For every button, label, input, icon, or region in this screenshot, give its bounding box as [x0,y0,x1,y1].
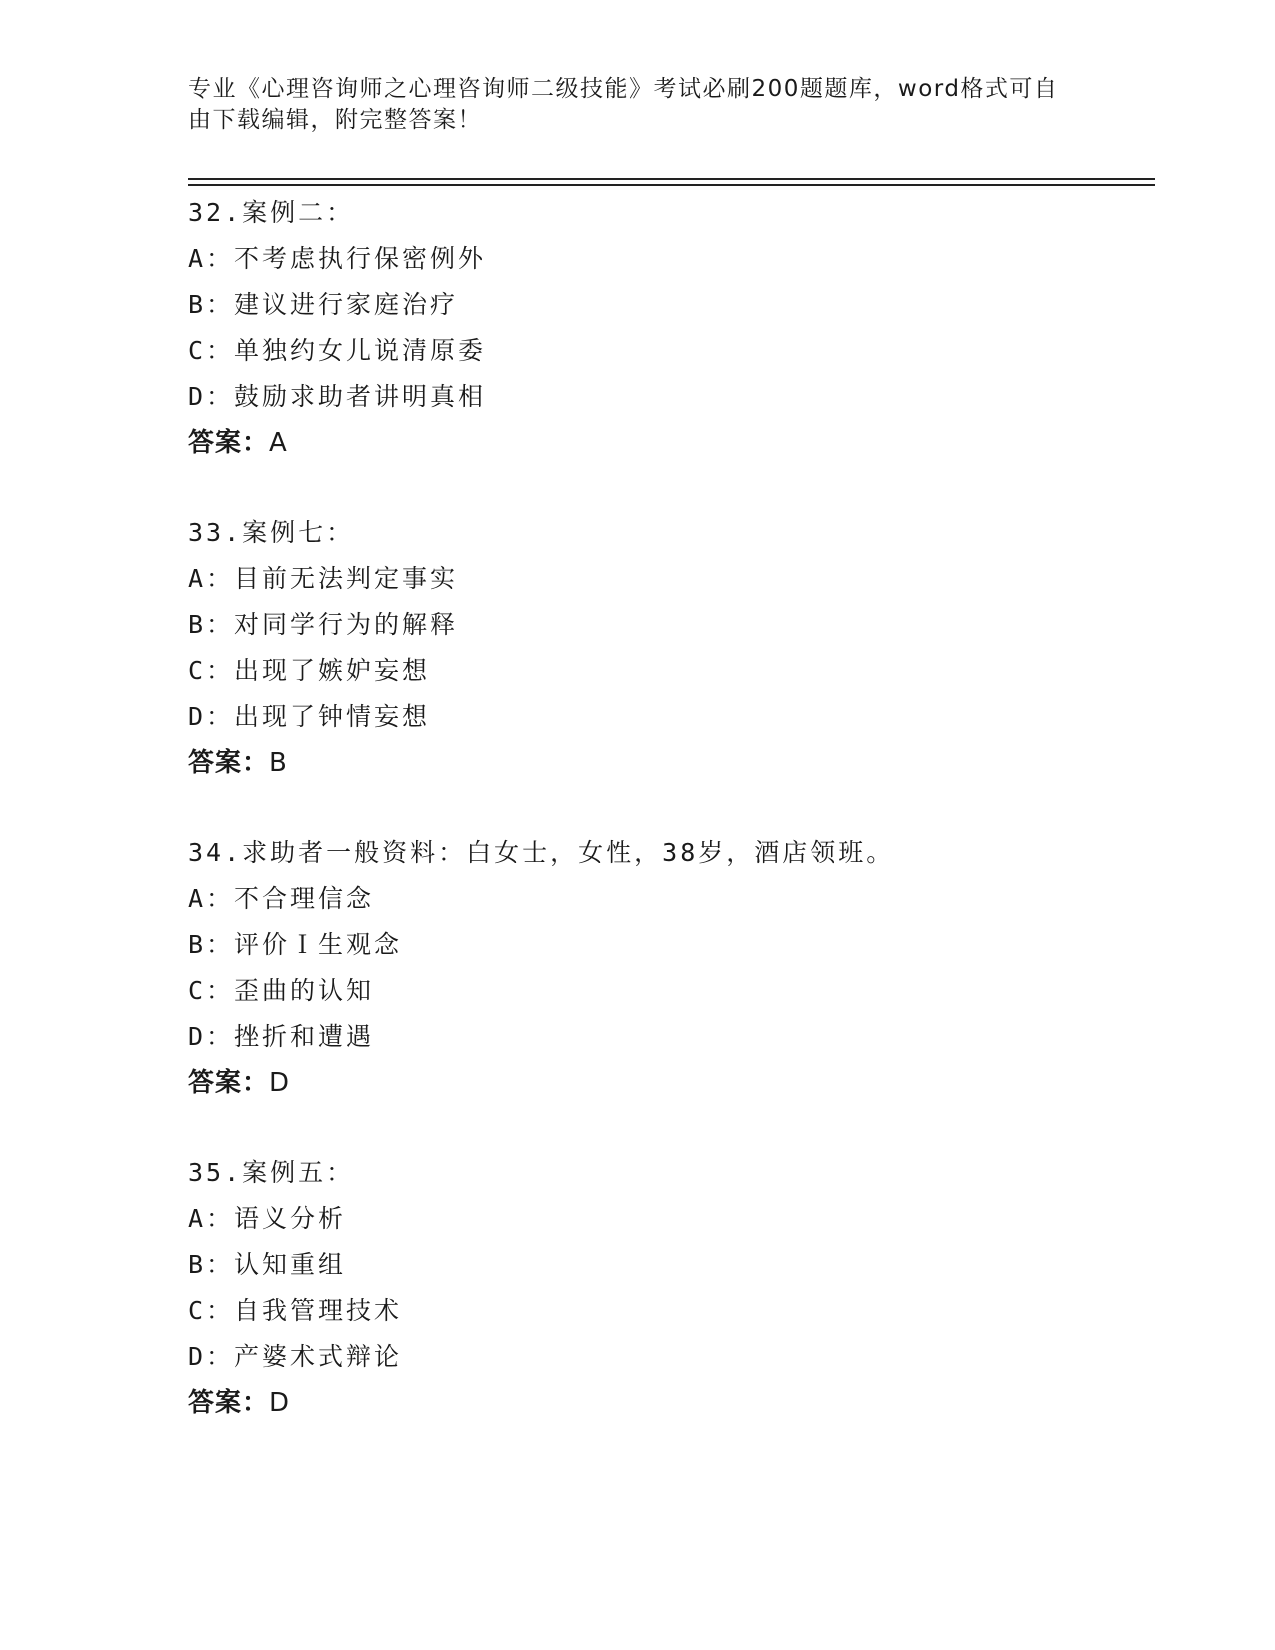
option-d: D：出现了钟情妄想 [188,702,431,731]
option-b: B：建议进行家庭治疗 [188,290,459,319]
question-block [188,830,1148,1106]
answer-label: 答案： [188,428,270,458]
answer-label: 答案： [188,1388,270,1418]
option-b: B：对同学行为的解释 [188,610,459,639]
answer-line [188,1060,1148,1106]
answer-value: D [269,1388,291,1418]
question-stem: 32.案例二： [188,198,355,227]
question-stem: 34.求助者一般资料：白女士，女性，38岁，酒店领班。 [188,838,895,867]
option-c: C：歪曲的认知 [188,976,375,1005]
option-a: A：目前无法判定事实 [188,564,459,593]
answer-label: 答案： [188,748,270,778]
option-d: D：挫折和遭遇 [188,1022,375,1051]
header-line-1: 专业《心理咨询师之心理咨询师二级技能》考试必刷200题题库，word格式可自 [188,76,1059,102]
answer-value: B [269,748,288,778]
option-c: C：单独约女儿说清原委 [188,336,487,365]
header-divider-top [188,178,1155,180]
document-header [188,74,1068,136]
option-c: C：出现了嫉妒妄想 [188,656,431,685]
question-block [188,1150,1148,1426]
option-a: A：不考虑执行保密例外 [188,244,487,273]
answer-value: A [269,428,288,458]
header-line-2: 由下载编辑，附完整答案！ [188,107,482,133]
answer-line [188,1380,1148,1426]
option-d: D：鼓励求助者讲明真相 [188,382,487,411]
answer-label: 答案： [188,1068,270,1098]
option-b: B：认知重组 [188,1250,347,1279]
answer-value: D [269,1068,291,1098]
option-a: A：不合理信念 [188,884,375,913]
question-stem: 33.案例七： [188,518,355,547]
header-divider-bottom [188,184,1155,186]
answer-line [188,420,1148,466]
answer-line [188,740,1148,786]
question-stem: 35.案例五： [188,1158,355,1187]
option-c: C：自我管理技术 [188,1296,403,1325]
option-b: B：评价Ｉ生观念 [188,930,403,959]
question-block [188,510,1148,786]
option-a: A：语义分析 [188,1204,347,1233]
option-d: D：产婆术式辩论 [188,1342,403,1371]
question-block [188,190,1148,466]
